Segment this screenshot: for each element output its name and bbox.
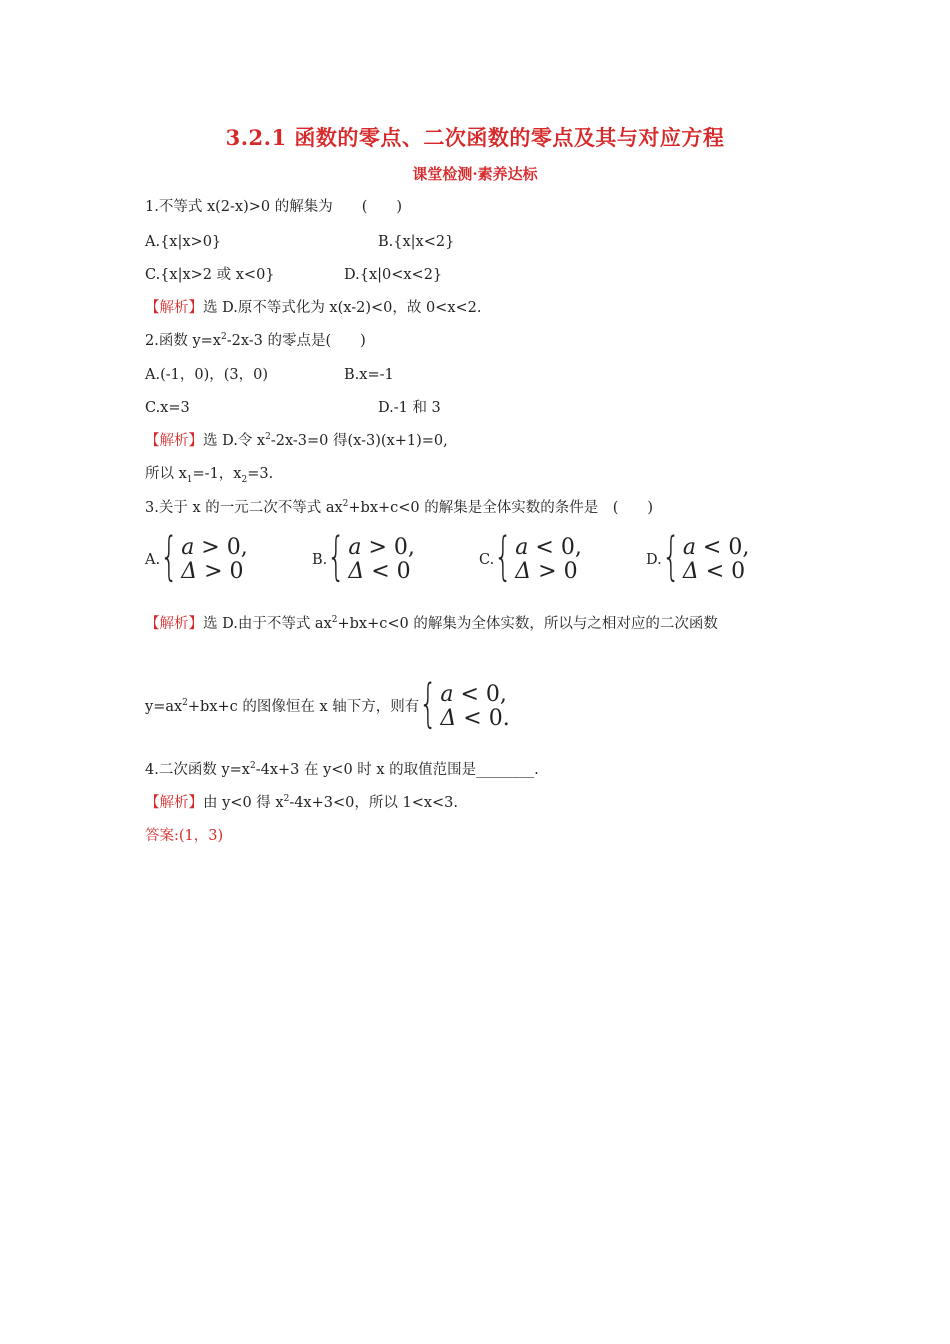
q3-stem-part: 3.关于 x 的一元二次不等式 ax xyxy=(145,500,343,516)
q1-analysis-text: 选 D.原不等式化为 x(x-2)<0，故 0<x<2. xyxy=(203,300,482,316)
q2-option-d: D.-1 和 3 xyxy=(378,400,441,416)
q2-stem-part: 2.函数 y=x xyxy=(145,333,221,349)
answer-value: (1，3) xyxy=(178,828,224,844)
q4-stem xyxy=(145,760,539,780)
q1-option-d: D.{x|0<x<2} xyxy=(344,267,443,283)
var: Δ xyxy=(181,559,198,584)
q4-analysis-sup: 2 xyxy=(283,794,290,805)
q3-line2-text xyxy=(145,697,419,717)
q2-line2-sub: 1 xyxy=(186,474,193,485)
q2-analysis xyxy=(145,431,448,451)
rel: > 0 xyxy=(531,559,578,584)
q2-line2-part: 所以 x xyxy=(145,466,187,482)
var: a xyxy=(682,535,696,560)
q3-analysis-line2 xyxy=(145,674,510,734)
q3-analysis xyxy=(145,614,718,634)
rel: < 0 xyxy=(364,559,411,584)
q2-stem xyxy=(145,331,366,351)
q2-analysis-line2 xyxy=(145,464,273,484)
q2-option-a: A.(-1，0)，(3，0) xyxy=(145,367,269,383)
analysis-label: 【解析】 xyxy=(145,433,203,449)
rel: > 0, xyxy=(194,535,248,560)
option-label: A. xyxy=(145,552,161,568)
equation-system xyxy=(683,536,750,584)
q2-stem-sup: 2 xyxy=(220,332,227,343)
q2-analysis-part: 选 D.令 x xyxy=(203,433,266,449)
q2-option-b: B.x=-1 xyxy=(344,367,394,383)
q1-stem: 1.不等式 x(2-x)>0 的解集为 ( ) xyxy=(145,199,403,215)
var: a xyxy=(181,535,195,560)
analysis-label: 【解析】 xyxy=(145,616,203,632)
q2-line2-part: =-1，x xyxy=(192,466,242,482)
rel: < 0, xyxy=(453,682,507,707)
q2-line2-sub: 2 xyxy=(241,474,248,485)
q1-option-c: C.{x|x>2 或 x<0} xyxy=(145,267,275,283)
q1-analysis xyxy=(145,298,482,318)
brace-glyph: { xyxy=(419,674,438,734)
q4-analysis xyxy=(145,793,458,813)
q2-stem-part: -2x-3 的零点是( ) xyxy=(226,333,366,349)
page-title: 3.2.1 函数的零点、二次函数的零点及其与对应方程 xyxy=(225,125,725,150)
q1-option-a: A.{x|x>0} xyxy=(145,234,222,250)
q1-option-b: B.{x|x<2} xyxy=(378,234,455,250)
q3-stem-sup: 2 xyxy=(342,499,349,510)
rel: < 0. xyxy=(456,706,510,731)
q4-stem-part: 4.二次函数 y=x xyxy=(145,762,250,778)
analysis-label: 【解析】 xyxy=(145,795,203,811)
var: Δ xyxy=(440,706,457,731)
q4-stem-part: -4x+3 在 y<0 时 x 的取值范围是________. xyxy=(255,762,539,778)
option-label: C. xyxy=(479,552,495,568)
q4-analysis-part: -4x+3<0，所以 1<x<3. xyxy=(289,795,459,811)
brace-glyph: { xyxy=(327,527,346,587)
brace-glyph: { xyxy=(494,527,513,587)
q2-option-c: C.x=3 xyxy=(145,400,190,416)
q3-option-a xyxy=(145,527,248,587)
equation-system xyxy=(440,683,509,731)
q3-option-c xyxy=(479,527,582,587)
rel: < 0, xyxy=(695,535,750,560)
q3-analysis-part: +bx+c<0 的解集为全体实数，所以与之相对应的二次函数 xyxy=(337,616,718,632)
q3-line2-sup: 2 xyxy=(182,698,188,709)
answer-label: 答案: xyxy=(145,828,179,844)
option-label: B. xyxy=(312,552,328,568)
var: a xyxy=(348,535,362,560)
q4-analysis-part: 由 y<0 得 x xyxy=(203,795,284,811)
q3-analysis-sup: 2 xyxy=(331,615,338,626)
rel: < 0 xyxy=(698,559,746,584)
option-label: D. xyxy=(646,552,662,568)
rel: > 0 xyxy=(197,559,244,584)
var: a xyxy=(440,682,454,707)
var: Δ xyxy=(515,559,532,584)
q3-stem xyxy=(145,498,653,518)
q3-option-b xyxy=(312,527,415,587)
q4-answer xyxy=(145,826,223,846)
page-subtitle: 课堂检测·素养达标 xyxy=(412,165,538,183)
var: Δ xyxy=(682,559,699,584)
var: a xyxy=(515,535,529,560)
q2-analysis-sup: 2 xyxy=(265,432,271,443)
q3-line2-part: +bx+c 的图像恒在 x 轴下方，则有 xyxy=(187,699,420,715)
q2-analysis-part: -2x-3=0 得(x-3)(x+1)=0, xyxy=(270,433,448,449)
q2-line2-part: =3. xyxy=(247,466,274,482)
analysis-label: 【解析】 xyxy=(145,300,203,316)
q3-option-d xyxy=(646,527,750,587)
equation-system xyxy=(515,536,582,584)
equation-system xyxy=(348,536,415,584)
equation-system xyxy=(181,536,248,584)
q3-analysis-part: 选 D.由于不等式 ax xyxy=(203,616,332,632)
rel: < 0, xyxy=(528,535,582,560)
q3-stem-part: +bx+c<0 的解集是全体实数的条件是 ( ) xyxy=(348,500,654,516)
rel: > 0, xyxy=(361,535,415,560)
brace-glyph: { xyxy=(661,527,680,587)
q4-stem-sup: 2 xyxy=(249,761,256,772)
var: Δ xyxy=(348,559,365,584)
q3-line2-part: y=ax xyxy=(145,699,183,715)
brace-glyph: { xyxy=(160,527,179,587)
